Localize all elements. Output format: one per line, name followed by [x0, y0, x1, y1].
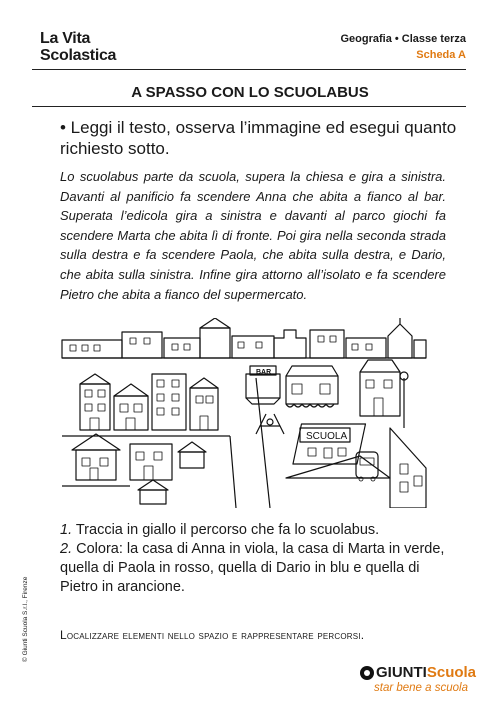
- task-item: 1. Traccia in giallo il percorso che fa lo scuolabus.: [60, 522, 380, 538]
- giunti-logo-icon: [360, 666, 374, 680]
- skyline: [62, 318, 426, 358]
- copyright-note: © Giunti Scuola S.r.l., Firenze: [22, 576, 29, 662]
- lower-left-houses: [72, 434, 206, 504]
- instruction-text: • Leggi il testo, osserva l’immagine ed esegui quanto richiesto sotto.: [60, 118, 457, 158]
- publisher-logo: [360, 664, 476, 694]
- page-title: A SPASSO CON LO SCUOLABUS: [131, 84, 369, 101]
- brand-line2: Scolastica: [40, 47, 117, 64]
- brand-line1: La Vita: [40, 30, 91, 47]
- right-block: [356, 360, 426, 508]
- logo-scuola: Scuola: [426, 664, 477, 681]
- learning-objective: Localizzare elementi nello spazio e rappresentare percorsi.: [60, 628, 365, 642]
- school-sign: SCUOLA: [306, 431, 348, 442]
- logo-tagline: star bene a scuola: [374, 682, 468, 694]
- school-building: [286, 424, 390, 478]
- brand-logo: [40, 30, 116, 64]
- sheet-label: Scheda A: [416, 49, 466, 61]
- left-block: [80, 374, 218, 430]
- title-divider: [32, 106, 466, 107]
- town-map-illustration: [60, 318, 428, 512]
- story-passage: Lo scuolabus parte da scuola, supera la chiesa e gira a sinistra. Davanti al panificio fa scendere Anna che abita a fianco al bar. Superata l’edicola gira a sinistra e davanti al parco giochi fa scendere Marta che abita lì di fronte. Poi gira nella seconda strada sulla destra e fa scendere Paola, che abita sulla destra, e Dario, che abita sulla sinistra. Infine gira attorno all’isolato e fa scendere Pietro che abita a fianco del supermercato.: [60, 169, 446, 302]
- bar-sign: BAR: [256, 369, 272, 376]
- subject-block: [340, 31, 466, 63]
- header-divider: [32, 69, 466, 70]
- logo-giunti: GIUNTI: [376, 664, 427, 681]
- subject-label: Geografia • Classe terza: [340, 33, 466, 45]
- task-list: [60, 521, 460, 597]
- task-item: 2. Colora: la casa di Anna in viola, la casa di Marta in verde, quella di Paola in rosso, quella di Dario in blu e quella di Pietro in arancione.: [60, 541, 445, 595]
